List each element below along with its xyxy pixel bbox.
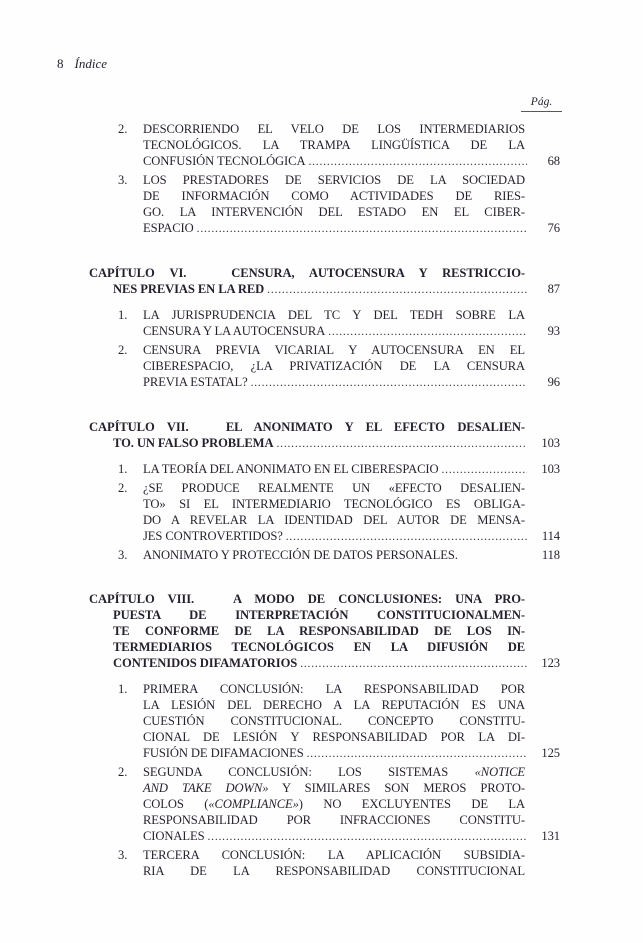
entry-title-line: ¿SE PRODUCE REALMENTE UN «EFECTO DESALIEN- — [143, 481, 525, 495]
entry-title-line: RIA DE LA RESPONSABILIDAD CONSTITUCIONAL — [143, 864, 525, 878]
entry-last-line — [143, 220, 560, 237]
entry-last-line — [143, 828, 560, 845]
item-number: 3. — [118, 548, 128, 562]
entry-title-text: NES PREVIAS EN LA RED — [113, 282, 265, 296]
item-number: 3. — [118, 173, 128, 187]
page-number: 114 — [541, 529, 560, 543]
entry-title-line: PUESTA DE INTERPRETACIÓN CONSTITUCIONALMEN- — [113, 608, 525, 622]
entry-title-line: CAPÍTULO VII. EL ANONIMATO Y EL EFECTO DESALIEN- — [89, 420, 525, 434]
page-number: 125 — [541, 746, 560, 760]
entry-title-line: AND TAKE DOWN» Y SIMILARES SON MEROS PROTO- — [143, 781, 525, 795]
item-number: 3. — [118, 848, 128, 862]
entry-title-line: TECNOLÓGICOS. LA TRAMPA LINGÜÍSTICA DE LA — [143, 138, 525, 152]
entry-title-line: LA JURISPRUDENCIA DEL TC Y DEL TEDH SOBRE LA — [143, 308, 525, 322]
toc-item-entry — [118, 172, 643, 237]
page-number: 76 — [547, 221, 560, 235]
entry-title-text: TO. UN FALSO PROBLEMA — [113, 436, 274, 450]
toc-chapter-entry — [89, 419, 643, 452]
entry-last-line — [143, 547, 560, 563]
entry-last-line — [143, 153, 560, 170]
page-number: 93 — [547, 324, 560, 338]
toc-chapter-entry — [89, 591, 643, 672]
dot-leader — [207, 828, 527, 845]
item-number: 2. — [118, 481, 128, 495]
entry-last-line — [113, 655, 560, 672]
entry-title-line: CENSURA PREVIA VICARIAL Y AUTOCENSURA EN EL — [143, 343, 525, 357]
item-number: 2. — [118, 765, 128, 779]
entry-title-text: CONTENIDOS DIFAMATORIOS — [113, 656, 298, 670]
page-number: 103 — [541, 436, 560, 450]
dot-leader — [251, 374, 527, 391]
entry-title-line: CIBERESPACIO, ¿LA PRIVATIZACIÓN DE LA CENSURA — [143, 359, 525, 373]
dot-leader — [286, 528, 527, 545]
entry-title-line: TE CONFORME DE LA RESPONSABILIDAD DE LOS IN- — [113, 624, 525, 638]
dot-leader — [197, 220, 527, 237]
entry-title-text: CENSURA Y LA AUTOCENSURA — [143, 324, 326, 338]
entry-title-line: PRIMERA CONCLUSIÓN: LA RESPONSABILIDAD POR — [143, 682, 525, 696]
entry-last-line — [143, 374, 560, 391]
dot-leader — [276, 435, 527, 452]
entry-title-line: DO A REVELAR LA IDENTIDAD DEL AUTOR DE MENSA- — [143, 513, 525, 527]
toc-list — [0, 121, 643, 879]
dot-leader — [300, 655, 527, 672]
entry-title-line: DE INFORMACIÓN COMO ACTIVIDADES DE RIES- — [143, 189, 525, 203]
page-number: 103 — [541, 462, 560, 476]
entry-title-text: PREVIA ESTATAL? — [143, 375, 248, 389]
toc-item-entry — [118, 342, 643, 391]
toc-item-entry — [118, 547, 643, 563]
entry-title-line: DESCORRIENDO EL VELO DE LOS INTERMEDIARIOS — [143, 122, 525, 136]
entry-last-line — [143, 528, 560, 545]
entry-last-line — [143, 323, 560, 340]
toc-item-entry — [118, 121, 643, 170]
entry-title-line: TERCERA CONCLUSIÓN: LA APLICACIÓN SUBSIDIA- — [143, 848, 525, 862]
entry-title-line: RESPONSABILIDAD POR INFRACCIONES CONSTITU- — [143, 813, 525, 827]
entry-title-text: CONFUSIÓN TECNOLÓGICA — [143, 154, 306, 168]
item-number: 1. — [118, 308, 128, 322]
entry-title-line: GO. LA INTERVENCIÓN DEL ESTADO EN EL CIBER- — [143, 205, 525, 219]
page-number: 87 — [547, 282, 560, 296]
entry-title-line: CUESTIÓN CONSTITUCIONAL. CONCEPTO CONSTITU- — [143, 714, 525, 728]
entry-title-text: LA TEORÍA DEL ANONIMATO EN EL CIBERESPACIO — [143, 462, 439, 476]
item-number: 2. — [118, 343, 128, 357]
page-number: 68 — [547, 154, 560, 168]
item-number: 2. — [118, 122, 128, 136]
entry-title-line: LA LESIÓN DEL DERECHO A LA REPUTACIÓN ES UNA — [143, 698, 525, 712]
toc-item-entry — [118, 307, 643, 340]
toc-item-entry — [118, 480, 643, 545]
dot-leader — [442, 461, 528, 478]
toc-item-entry — [118, 681, 643, 762]
toc-item-entry — [118, 847, 643, 879]
page-number: 118 — [541, 548, 560, 562]
entry-title-text: ANONIMATO Y PROTECCIÓN DE DATOS PERSONALES. — [143, 548, 458, 562]
page-number: 131 — [541, 829, 560, 843]
dot-leader — [308, 153, 527, 170]
page-number: 96 — [547, 375, 560, 389]
dot-leader — [328, 323, 527, 340]
dot-leader — [267, 281, 527, 298]
entry-title-line: COLOS («COMPLIANCE») NO EXCLUYENTES DE LA — [143, 797, 525, 811]
entry-title-line: TERMEDIARIOS TECNOLÓGICOS EN LA DIFUSIÓN DE — [113, 640, 525, 654]
toc-item-entry — [118, 764, 643, 845]
entry-title-line: CIONAL DE LESIÓN Y RESPONSABILIDAD POR LA DI- — [143, 730, 525, 744]
page-number: 123 — [541, 656, 560, 670]
entry-title-line: CAPÍTULO VI. CENSURA, AUTOCENSURA Y RESTRICCIO- — [89, 266, 525, 280]
entry-title-text: JES CONTROVERTIDOS? — [143, 529, 283, 543]
entry-title-line: LOS PRESTADORES DE SERVICIOS DE LA SOCIEDAD — [143, 173, 525, 187]
page-column-header: Pág. — [521, 95, 562, 112]
item-number: 1. — [118, 682, 128, 696]
toc-item-entry — [118, 461, 643, 478]
entry-last-line — [143, 461, 560, 478]
entry-title-line: CAPÍTULO VIII. A MODO DE CONCLUSIONES: UNA PRO- — [89, 592, 525, 606]
running-header — [57, 56, 107, 72]
item-number: 1. — [118, 462, 128, 476]
entry-title-text: FUSIÓN DE DIFAMACIONES — [143, 746, 304, 760]
page-folio-number: 8 — [57, 56, 64, 71]
running-title: Índice — [74, 56, 107, 71]
entry-title-text: CIONALES — [143, 829, 205, 843]
entry-title-text: ESPACIO — [143, 221, 194, 235]
dot-leader — [307, 745, 527, 762]
entry-last-line — [113, 435, 560, 452]
entry-last-line — [113, 281, 560, 298]
entry-title-line: TO» SI EL INTERMEDIARIO TECNOLÓGICO ES OBLIGA- — [143, 497, 525, 511]
entry-last-line — [143, 745, 560, 762]
toc-chapter-entry — [89, 265, 643, 298]
entry-title-line: SEGUNDA CONCLUSIÓN: LOS SISTEMAS «NOTICE — [143, 765, 525, 779]
